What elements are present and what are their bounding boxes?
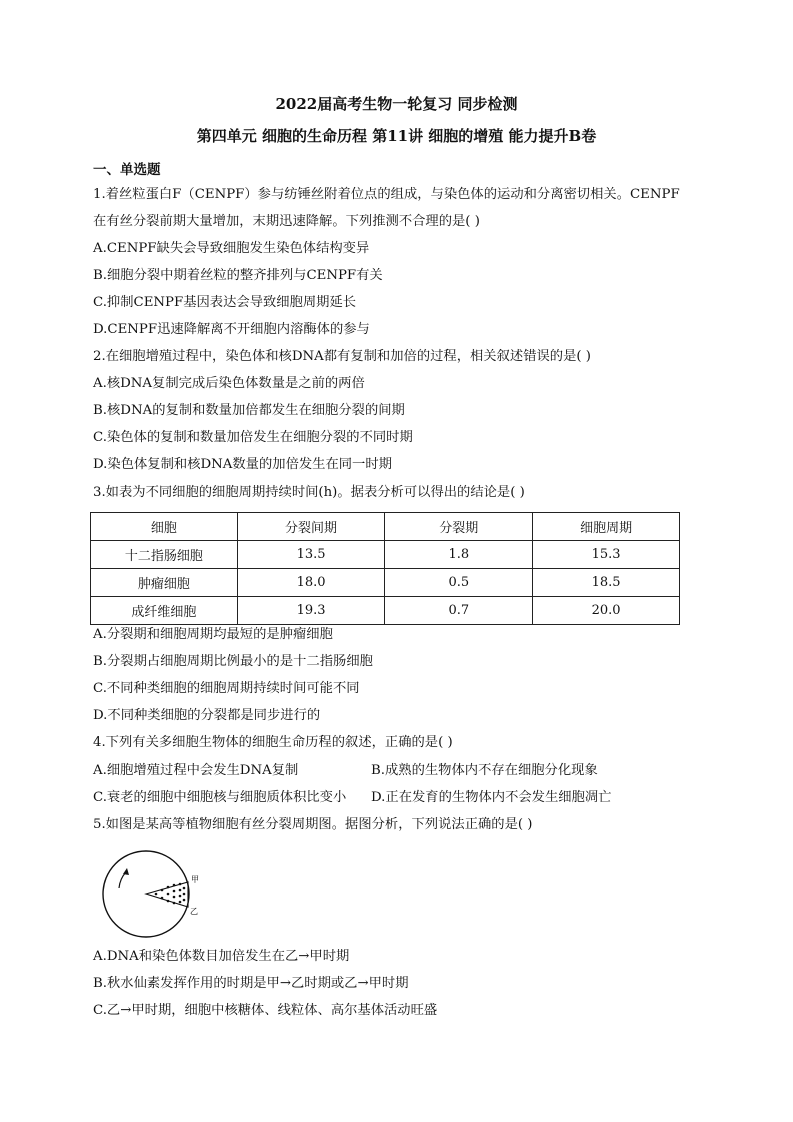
table-header-interphase: 分裂间期 [237,513,385,541]
label-jia: 甲 [191,875,199,884]
table-header-row [91,513,680,541]
chromatin-dot [179,883,182,886]
q3-option-a: A.分裂期和细胞周期均最短的是肿瘤细胞 [93,627,333,642]
chromatin-dot [173,896,176,899]
chromatin-dot [183,887,186,890]
q1-option-d: D.CENPF迅速降解离不开细胞内溶酶体的参与 [93,322,370,337]
table-row [91,597,680,625]
chromatin-dot [173,890,176,893]
q1-stem-line2: 在有丝分裂前期大量增加，末期迅速降解。下列推测不合理的是( ) [93,214,480,229]
chromatin-dot [167,886,170,889]
section-heading: 一、单选题 [93,162,161,178]
table-cell: 19.3 [237,597,385,625]
chromatin-dot [179,901,182,904]
chromatin-dot [183,899,186,902]
label-yi: 乙 [190,907,198,916]
q1-stem-line1: 1.着丝粒蛋白F（CENPF）参与纺锤丝附着位点的组成，与染色体的运动和分离密切相关。CENPF [93,187,680,202]
q2-option-b: B.核DNA的复制和数量加倍都发生在细胞分裂的间期 [93,403,405,418]
table-cell: 18.0 [237,569,385,597]
q4-option-c: C.衰老的细胞中细胞核与细胞质体积比变小 [93,790,347,805]
table-cell: 0.5 [385,569,533,597]
cell-cycle-diagram [96,844,216,944]
q3-stem: 3.如表为不同细胞的细胞周期持续时间(h)。据表分析可以得出的结论是( ) [93,485,525,500]
table-cell: 20.0 [533,597,680,625]
table-row [91,541,680,569]
chromatin-dot [179,895,182,898]
q4-option-b: B.成熟的生物体内不存在细胞分化现象 [371,763,598,778]
chromatin-dot [179,889,182,892]
table-cell: 肿瘤细胞 [91,569,238,597]
q5-stem: 5.如图是某高等植物细胞有丝分裂周期图。据图分析，下列说法正确的是( ) [93,817,533,832]
q2-option-d: D.染色体复制和核DNA数量的加倍发生在同一时期 [93,457,392,472]
chromatin-dot [167,893,170,896]
chromatin-dot [173,902,176,905]
arrow-head [123,868,129,875]
table-header-cell: 细胞 [91,513,238,541]
q2-option-c: C.染色体的复制和数量加倍发生在细胞分裂的不同时期 [93,430,413,445]
chromatin-dot [161,897,164,900]
table-cell: 13.5 [237,541,385,569]
table-cell: 0.7 [385,597,533,625]
table-cell: 1.8 [385,541,533,569]
document-subtitle: 第四单元 细胞的生命历程 第11讲 细胞的增殖 能力提升B卷 [196,127,597,145]
table-cell: 15.3 [533,541,680,569]
q2-stem: 2.在细胞增殖过程中，染色体和核DNA都有复制和加倍的过程，相关叙述错误的是( ) [93,349,591,364]
q1-option-a: A.CENPF缺失会导致细胞发生染色体结构变异 [93,241,370,256]
table-cell: 十二指肠细胞 [91,541,238,569]
chromatin-dot [155,893,158,896]
q4-option-a: A.细胞增殖过程中会发生DNA复制 [93,763,299,778]
table-row [91,569,680,597]
chromatin-dot [183,893,186,896]
table-header-mitosis: 分裂期 [385,513,533,541]
q5-option-a: A.DNA和染色体数目加倍发生在乙→甲时期 [93,949,350,964]
table-cell: 18.5 [533,569,680,597]
q3-option-b: B.分裂期占细胞周期比例最小的是十二指肠细胞 [93,654,373,669]
table-cell: 成纤维细胞 [91,597,238,625]
q5-option-b: B.秋水仙素发挥作用的时期是甲→乙时期或乙→甲时期 [93,976,409,991]
q5-option-c: C.乙→甲时期，细胞中核糖体、线粒体、高尔基体活动旺盛 [93,1003,438,1018]
cell-cycle-table [90,512,680,625]
q3-option-c: C.不同种类细胞的细胞周期持续时间可能不同 [93,681,360,696]
q1-option-b: B.细胞分裂中期着丝粒的整齐排列与CENPF有关 [93,268,383,283]
chromatin-dot [167,900,170,903]
q4-option-d: D.正在发育的生物体内不会发生细胞凋亡 [371,790,612,805]
q2-option-a: A.核DNA复制完成后染色体数量是之前的两倍 [93,376,365,391]
document-title: 2022届高考生物一轮复习 同步检测 [275,95,518,113]
chromatin-dot [161,889,164,892]
direction-arrow [119,872,126,888]
q4-stem: 4.下列有关多细胞生物体的细胞生命历程的叙述，正确的是( ) [93,735,453,750]
q1-option-c: C.抑制CENPF基因表达会导致细胞周期延长 [93,295,357,310]
q3-option-d: D.不同种类细胞的分裂都是同步进行的 [93,708,321,723]
chromatin-dot [173,884,176,887]
table-header-cycle: 细胞周期 [533,513,680,541]
